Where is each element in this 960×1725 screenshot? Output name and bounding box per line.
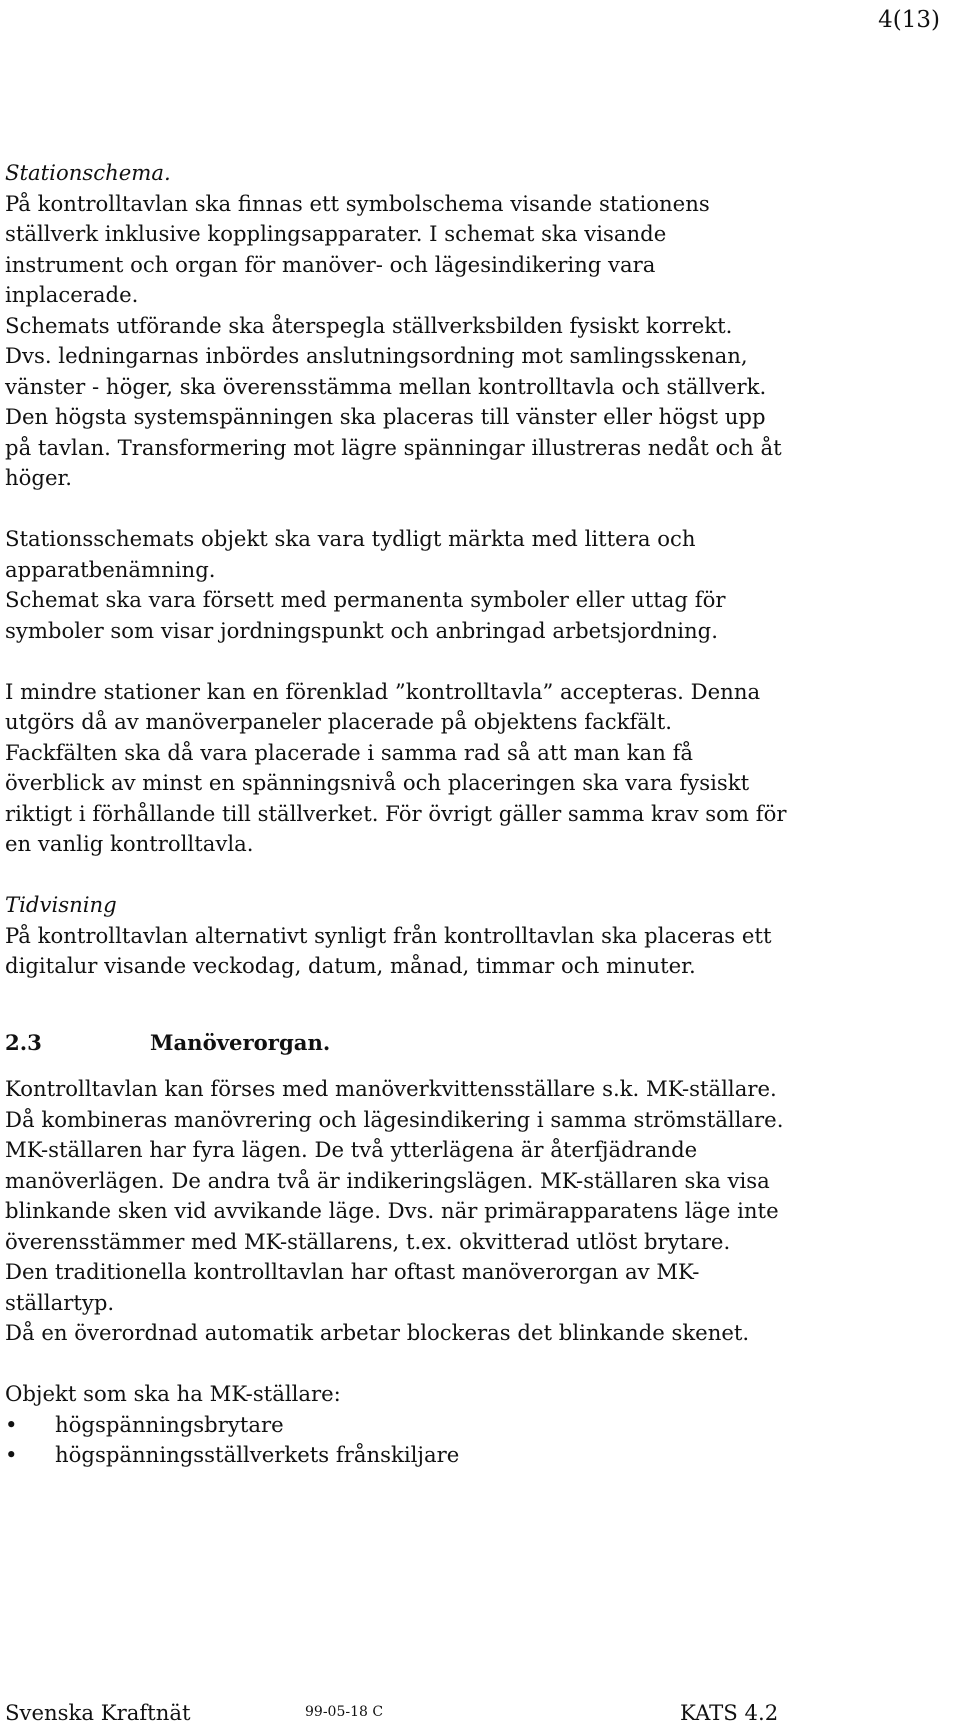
document-body [5, 158, 940, 1471]
page-footer [5, 1700, 940, 1725]
list-item-text: högspänningsställverkets frånskiljare [55, 1442, 460, 1467]
text-line: höger. [5, 465, 73, 490]
text-line: riktigt i förhållande till ställverket. För övrigt gäller samma krav som för [5, 800, 787, 826]
list-item [5, 1440, 940, 1471]
section-gap [5, 982, 940, 1028]
text-line: ställartyp. [5, 1289, 115, 1315]
section-title-stationsschema: Stationschema. [5, 160, 171, 185]
section-title-tidvisning: Tidvisning [5, 892, 117, 917]
footer-company: Svenska Kraftnät [5, 1700, 191, 1725]
text-line: På kontrolltavlan ska finnas ett symbolschema visande stationens [5, 190, 710, 216]
section-title: Manöverorgan. [150, 1029, 331, 1055]
text-line: utgörs då av manöverpaneler placerade på objektens fackfält. [5, 709, 672, 734]
text-line: överblick av minst en spänningsnivå och placeringen ska vara fysiskt [5, 770, 750, 795]
text-line: Den högsta systemspänningen ska placeras till vänster eller högst upp [5, 404, 766, 429]
list-item-text: högspänningsbrytare [55, 1411, 284, 1437]
paragraph-gap [5, 494, 940, 525]
text-line: en vanlig kontrolltavla. [5, 831, 254, 856]
bullet-icon: • [5, 1442, 18, 1467]
list-intro: Objekt som ska ha MK-ställare: [5, 1381, 341, 1406]
text-line: Schemat ska vara försett med permanenta symboler eller uttag för [5, 587, 726, 612]
text-line: Kontrolltavlan kan förses med manöverkvittensställare s.k. MK-ställare. [5, 1076, 777, 1101]
list-item [5, 1410, 940, 1441]
text-line: Den traditionella kontrolltavlan har oftast manöverorgan av MK- [5, 1259, 700, 1284]
paragraph-gap [5, 646, 940, 677]
paragraph-stationsschema-2 [5, 524, 940, 646]
text-line: på tavlan. Transformering mot lägre spänningar illustreras nedåt och åt [5, 434, 782, 460]
text-line: Då en överordnad automatik arbetar blockeras det blinkande skenet. [5, 1320, 750, 1345]
text-line: manöverlägen. De andra två är indikeringslägen. MK-ställaren ska visa [5, 1167, 770, 1193]
footer-date: 99-05-18 C [305, 1704, 384, 1720]
text-line: Stationsschemats objekt ska vara tydligt märkta med littera och [5, 526, 696, 551]
mk-object-list [5, 1410, 940, 1471]
text-line: apparatbenämning. [5, 556, 216, 582]
text-line: blinkande sken vid avvikande läge. Dvs. när primärapparatens läge inte [5, 1198, 779, 1223]
text-line: vänster - höger, ska överensstämma mellan kontrolltavla och ställverk. [5, 373, 767, 399]
section-number: 2.3 [5, 1029, 42, 1055]
paragraph-gap [5, 860, 940, 891]
text-line: Då kombineras manövrering och lägesindikering i samma strömställare. [5, 1106, 784, 1132]
text-line: överensstämmer med MK-ställarens, t.ex. okvitterad utlöst brytare. [5, 1228, 731, 1254]
paragraph-stationsschema-1 [5, 189, 940, 494]
paragraph-manoverorgan [5, 1074, 940, 1349]
text-line: instrument och organ för manöver- och lägesindikering vara [5, 251, 656, 277]
text-line: symboler som visar jordningspunkt och anbringad arbetsjordning. [5, 617, 718, 643]
text-line: I mindre stationer kan en förenklad ”kontrolltavla” accepteras. Denna [5, 678, 761, 704]
section-heading-2-3 [5, 1028, 940, 1059]
text-line: inplacerade. [5, 282, 139, 307]
text-line: På kontrolltavlan alternativt synligt från kontrolltavlan ska placeras ett [5, 922, 772, 948]
text-line: Fackfälten ska då vara placerade i samma rad så att man kan få [5, 739, 694, 765]
text-line: MK-ställaren har fyra lägen. De två ytterlägena är återfjädrande [5, 1137, 698, 1162]
paragraph-gap [5, 1349, 940, 1380]
text-line: ställverk inklusive kopplingsapparater. I schemat ska visande [5, 221, 667, 246]
paragraph-tidvisning [5, 921, 940, 982]
footer-document-id: KATS 4.2 [680, 1700, 779, 1725]
page-number: 4(13) [878, 7, 940, 33]
bullet-icon: • [5, 1411, 18, 1437]
text-line: Dvs. ledningarnas inbördes anslutningsordning mot samlingsskenan, [5, 343, 748, 368]
text-line: digitalur visande veckodag, datum, månad, timmar och minuter. [5, 953, 696, 978]
text-line: Schemats utförande ska återspegla ställverksbilden fysiskt korrekt. [5, 312, 733, 338]
paragraph-stationsschema-3 [5, 677, 940, 860]
